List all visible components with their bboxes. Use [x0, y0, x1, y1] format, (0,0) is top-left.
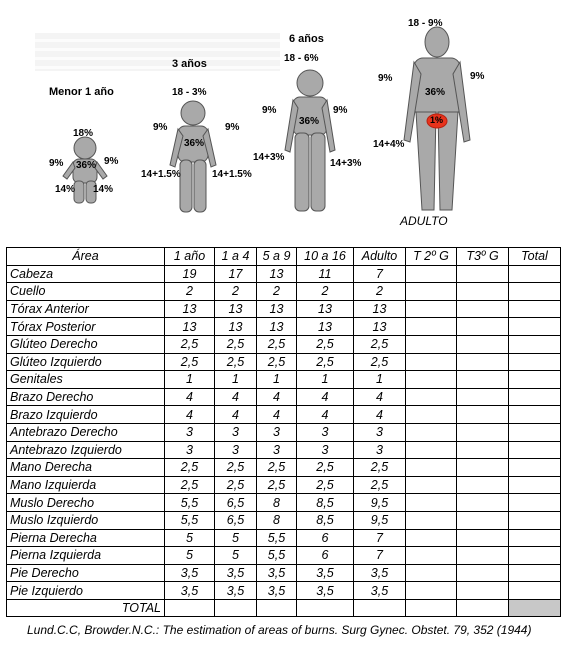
table-row	[7, 318, 561, 336]
t2g-input-cell[interactable]	[406, 476, 457, 494]
t2g-input-cell[interactable]	[406, 459, 457, 477]
header-total: Total	[509, 248, 561, 266]
t2g-input-cell[interactable]	[406, 371, 457, 389]
value-cell: 2,5	[215, 353, 257, 371]
total-cell[interactable]	[509, 582, 561, 600]
total-cell[interactable]	[509, 388, 561, 406]
value-cell: 3	[165, 441, 215, 459]
total-cell[interactable]	[509, 371, 561, 389]
area-name-cell: Pierna Derecha	[7, 529, 165, 547]
value-cell: 1	[257, 371, 297, 389]
value-cell: 3,5	[257, 564, 297, 582]
value-cell: 2	[354, 283, 406, 301]
adult-trunk-pct: 36%	[425, 87, 446, 98]
t3g-input-cell[interactable]	[457, 265, 509, 283]
value-cell: 2	[215, 283, 257, 301]
table-row	[7, 476, 561, 494]
value-cell: 4	[215, 388, 257, 406]
value-cell: 17	[215, 265, 257, 283]
header-5-a-9: 5 a 9	[257, 248, 297, 266]
t3g-input-cell[interactable]	[457, 388, 509, 406]
t3g-input-cell[interactable]	[457, 300, 509, 318]
value-cell: 2,5	[257, 353, 297, 371]
t3g-input-cell[interactable]	[457, 494, 509, 512]
value-cell: 2,5	[297, 335, 354, 353]
area-name-cell: Tórax Anterior	[7, 300, 165, 318]
table-row	[7, 335, 561, 353]
value-cell: 4	[297, 406, 354, 424]
value-cell: 2,5	[215, 335, 257, 353]
table-row	[7, 283, 561, 301]
value-cell: 13	[297, 318, 354, 336]
table-row	[7, 511, 561, 529]
header-1-ano: 1 año	[165, 248, 215, 266]
t2g-input-cell[interactable]	[406, 300, 457, 318]
area-name-cell: Glúteo Derecho	[7, 335, 165, 353]
value-cell: 4	[257, 388, 297, 406]
table-row	[7, 582, 561, 600]
t2g-input-cell[interactable]	[406, 388, 457, 406]
total-empty-cell	[215, 599, 257, 617]
table-row	[7, 353, 561, 371]
value-cell: 2,5	[215, 476, 257, 494]
total-empty-cell	[257, 599, 297, 617]
t3g-input-cell[interactable]	[457, 459, 509, 477]
table-row	[7, 388, 561, 406]
infant-leg-left-pct: 14%	[55, 184, 76, 195]
t3g-input-cell[interactable]	[457, 406, 509, 424]
value-cell: 6	[297, 547, 354, 565]
value-cell: 13	[165, 318, 215, 336]
value-cell: 4	[165, 406, 215, 424]
value-cell: 9,5	[354, 494, 406, 512]
total-cell[interactable]	[509, 353, 561, 371]
adult-arm-right-pct: 9%	[470, 71, 485, 82]
t2g-input-cell[interactable]	[406, 353, 457, 371]
area-name-cell: Brazo Derecho	[7, 388, 165, 406]
label-adult: ADULTO	[400, 214, 448, 228]
value-cell: 3,5	[165, 582, 215, 600]
value-cell: 2,5	[354, 459, 406, 477]
value-cell: 3	[257, 441, 297, 459]
value-cell: 5,5	[165, 511, 215, 529]
value-cell: 3,5	[165, 564, 215, 582]
value-cell: 13	[257, 265, 297, 283]
header-t2g: T 2º G	[406, 248, 457, 266]
burn-chart-figure	[0, 0, 587, 246]
value-cell: 8,5	[297, 494, 354, 512]
t2g-input-cell[interactable]	[406, 441, 457, 459]
area-name-cell: Muslo Derecho	[7, 494, 165, 512]
area-name-cell: Pierna Izquierda	[7, 547, 165, 565]
citation: Lund.C.C, Browder.N.C.: The estimation of areas of burns. Surg Gynec. Obstet. 79, 352 (1944)	[27, 623, 532, 637]
value-cell: 7	[354, 265, 406, 283]
infant-arm-right-pct: 9%	[104, 156, 119, 167]
t3g-input-cell[interactable]	[457, 547, 509, 565]
value-cell: 5	[165, 547, 215, 565]
header-adulto: Adulto	[354, 248, 406, 266]
area-name-cell: Brazo Izquierdo	[7, 406, 165, 424]
value-cell: 3,5	[354, 564, 406, 582]
area-name-cell: Muslo Izquierdo	[7, 511, 165, 529]
value-cell: 2,5	[165, 459, 215, 477]
t3g-input-cell[interactable]	[457, 529, 509, 547]
grand-total-cell[interactable]	[509, 599, 561, 617]
value-cell: 8	[257, 511, 297, 529]
value-cell: 4	[215, 406, 257, 424]
value-cell: 13	[354, 300, 406, 318]
value-cell: 2	[165, 283, 215, 301]
total-cell[interactable]	[509, 318, 561, 336]
value-cell: 3,5	[297, 582, 354, 600]
value-cell: 5	[165, 529, 215, 547]
table-header-row	[7, 248, 561, 266]
value-cell: 19	[165, 265, 215, 283]
area-name-cell: Genitales	[7, 371, 165, 389]
infant-head-pct: 18%	[73, 128, 94, 139]
value-cell: 3,5	[215, 582, 257, 600]
three-leg-left-pct: 14+1.5%	[141, 169, 181, 180]
t2g-input-cell[interactable]	[406, 564, 457, 582]
table-row	[7, 494, 561, 512]
t3g-input-cell[interactable]	[457, 423, 509, 441]
table-row	[7, 459, 561, 477]
value-cell: 3	[354, 441, 406, 459]
value-cell: 2,5	[165, 353, 215, 371]
value-cell: 11	[297, 265, 354, 283]
adult-head-pct: 18 - 9%	[408, 18, 443, 29]
value-cell: 2	[257, 283, 297, 301]
value-cell: 5	[215, 547, 257, 565]
t2g-input-cell[interactable]	[406, 265, 457, 283]
t3g-input-cell[interactable]	[457, 353, 509, 371]
value-cell: 13	[215, 300, 257, 318]
value-cell: 6,5	[215, 494, 257, 512]
area-name-cell: Antebrazo Derecho	[7, 423, 165, 441]
table-row	[7, 300, 561, 318]
t3g-input-cell[interactable]	[457, 318, 509, 336]
total-cell[interactable]	[509, 283, 561, 301]
table-row	[7, 265, 561, 283]
total-cell[interactable]	[509, 511, 561, 529]
total-cell[interactable]	[509, 265, 561, 283]
t3g-input-cell[interactable]	[457, 283, 509, 301]
value-cell: 6	[297, 529, 354, 547]
header-10-a-16: 10 a 16	[297, 248, 354, 266]
value-cell: 13	[257, 318, 297, 336]
value-cell: 3	[297, 423, 354, 441]
value-cell: 3,5	[215, 564, 257, 582]
adult-arm-left-pct: 9%	[378, 73, 393, 84]
value-cell: 4	[165, 388, 215, 406]
value-cell: 13	[354, 318, 406, 336]
total-row	[7, 599, 561, 617]
header-area: Área	[7, 248, 165, 266]
t2g-input-cell[interactable]	[406, 335, 457, 353]
value-cell: 13	[165, 300, 215, 318]
total-cell[interactable]	[509, 406, 561, 424]
value-cell: 2,5	[257, 476, 297, 494]
value-cell: 4	[257, 406, 297, 424]
value-cell: 13	[297, 300, 354, 318]
value-cell: 4	[354, 406, 406, 424]
table-row	[7, 406, 561, 424]
table-row	[7, 441, 561, 459]
value-cell: 3	[165, 423, 215, 441]
six-leg-left-pct: 14+3%	[253, 152, 285, 163]
header-1-a-4: 1 a 4	[215, 248, 257, 266]
area-name-cell: Glúteo Izquierdo	[7, 353, 165, 371]
value-cell: 1	[165, 371, 215, 389]
value-cell: 3,5	[257, 582, 297, 600]
t2g-input-cell[interactable]	[406, 494, 457, 512]
area-name-cell: Mano Derecha	[7, 459, 165, 477]
table-row	[7, 529, 561, 547]
value-cell: 1	[297, 371, 354, 389]
t2g-input-cell[interactable]	[406, 511, 457, 529]
label-infant: Menor 1 año	[49, 86, 114, 98]
value-cell: 5,5	[257, 529, 297, 547]
infant-leg-right-pct: 14%	[93, 184, 114, 195]
infant-trunk-pct: 36%	[76, 160, 97, 171]
value-cell: 7	[354, 529, 406, 547]
area-name-cell: Pie Derecho	[7, 564, 165, 582]
value-cell: 5,5	[257, 547, 297, 565]
t2g-input-cell[interactable]	[406, 529, 457, 547]
total-cell[interactable]	[509, 441, 561, 459]
t3g-input-cell[interactable]	[457, 564, 509, 582]
value-cell: 3,5	[354, 582, 406, 600]
table-row	[7, 547, 561, 565]
total-cell[interactable]	[509, 300, 561, 318]
total-empty-cell	[354, 599, 406, 617]
six-arm-left-pct: 9%	[262, 105, 277, 116]
table-row	[7, 564, 561, 582]
t3g-input-cell[interactable]	[457, 476, 509, 494]
t3g-input-cell[interactable]	[457, 335, 509, 353]
three-head-pct: 18 - 3%	[172, 87, 207, 98]
value-cell: 6,5	[215, 511, 257, 529]
t2g-input-cell[interactable]	[406, 318, 457, 336]
value-cell: 2,5	[297, 353, 354, 371]
total-cell[interactable]	[509, 335, 561, 353]
total-empty-cell[interactable]	[457, 599, 509, 617]
label-three-years: 3 años	[172, 58, 207, 70]
area-name-cell: Cuello	[7, 283, 165, 301]
value-cell: 2	[297, 283, 354, 301]
label-six-years: 6 años	[289, 33, 324, 45]
t2g-input-cell[interactable]	[406, 406, 457, 424]
value-cell: 4	[297, 388, 354, 406]
adult-leg-left-pct: 14+4%	[373, 139, 405, 150]
value-cell: 3	[257, 423, 297, 441]
value-cell: 2,5	[215, 459, 257, 477]
six-arm-right-pct: 9%	[333, 105, 348, 116]
burn-area-table	[6, 247, 561, 617]
total-empty-cell[interactable]	[406, 599, 457, 617]
value-cell: 8	[257, 494, 297, 512]
total-cell[interactable]	[509, 547, 561, 565]
t2g-input-cell[interactable]	[406, 582, 457, 600]
t2g-input-cell[interactable]	[406, 423, 457, 441]
value-cell: 13	[215, 318, 257, 336]
value-cell: 1	[215, 371, 257, 389]
value-cell: 4	[354, 388, 406, 406]
adult-genital-pct: 1%	[430, 115, 444, 125]
six-head-pct: 18 - 6%	[284, 53, 319, 64]
value-cell: 2,5	[257, 459, 297, 477]
total-cell[interactable]	[509, 564, 561, 582]
area-name-cell: Antebrazo Izquierdo	[7, 441, 165, 459]
six-leg-right-pct: 14+3%	[330, 158, 362, 169]
infant-arm-left-pct: 9%	[49, 158, 64, 169]
t3g-input-cell[interactable]	[457, 371, 509, 389]
total-cell[interactable]	[509, 476, 561, 494]
value-cell: 3	[297, 441, 354, 459]
area-name-cell: Cabeza	[7, 265, 165, 283]
total-cell[interactable]	[509, 423, 561, 441]
total-cell[interactable]	[509, 529, 561, 547]
value-cell: 5	[215, 529, 257, 547]
value-cell: 2,5	[354, 353, 406, 371]
t3g-input-cell[interactable]	[457, 582, 509, 600]
table-row	[7, 371, 561, 389]
value-cell: 2,5	[165, 335, 215, 353]
value-cell: 3	[354, 423, 406, 441]
value-cell: 3,5	[297, 564, 354, 582]
total-label: TOTAL	[7, 599, 165, 617]
area-name-cell: Tórax Posterior	[7, 318, 165, 336]
three-arm-left-pct: 9%	[153, 122, 168, 133]
table-row	[7, 423, 561, 441]
six-trunk-pct: 36%	[299, 116, 320, 127]
value-cell: 2,5	[297, 459, 354, 477]
value-cell: 2,5	[354, 476, 406, 494]
total-empty-cell	[165, 599, 215, 617]
value-cell: 2,5	[165, 476, 215, 494]
value-cell: 13	[257, 300, 297, 318]
three-leg-right-pct: 14+1.5%	[212, 169, 252, 180]
total-empty-cell	[297, 599, 354, 617]
area-name-cell: Pie Izquierdo	[7, 582, 165, 600]
area-name-cell: Mano Izquierda	[7, 476, 165, 494]
value-cell: 2,5	[257, 335, 297, 353]
t3g-input-cell[interactable]	[457, 511, 509, 529]
t2g-input-cell[interactable]	[406, 547, 457, 565]
three-arm-right-pct: 9%	[225, 122, 240, 133]
three-trunk-pct: 36%	[184, 138, 205, 149]
value-cell: 5,5	[165, 494, 215, 512]
value-cell: 2,5	[297, 476, 354, 494]
value-cell: 3	[215, 423, 257, 441]
three-year-figure	[170, 101, 216, 212]
header-t3g: T3º G	[457, 248, 509, 266]
total-cell[interactable]	[509, 459, 561, 477]
total-cell[interactable]	[509, 494, 561, 512]
value-cell: 9,5	[354, 511, 406, 529]
value-cell: 8,5	[297, 511, 354, 529]
value-cell: 2,5	[354, 335, 406, 353]
six-year-figure	[285, 70, 335, 211]
value-cell: 1	[354, 371, 406, 389]
value-cell: 7	[354, 547, 406, 565]
t2g-input-cell[interactable]	[406, 283, 457, 301]
t3g-input-cell[interactable]	[457, 441, 509, 459]
value-cell: 3	[215, 441, 257, 459]
